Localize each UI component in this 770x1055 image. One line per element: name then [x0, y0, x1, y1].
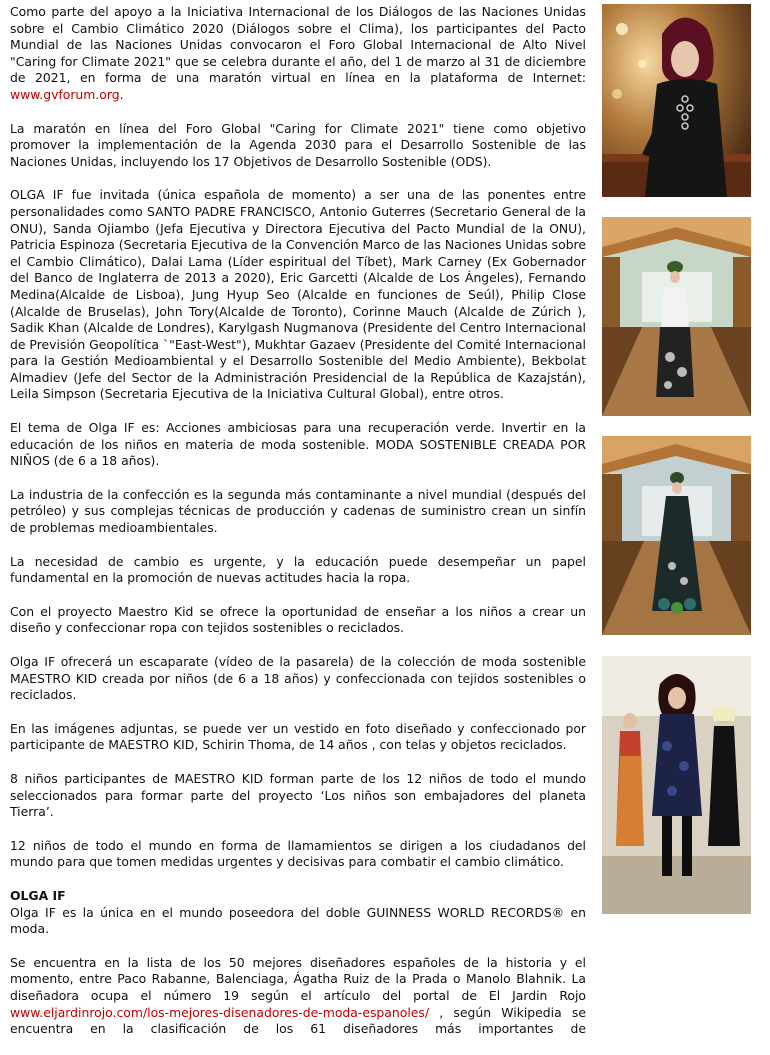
paragraph: Con el proyecto Maestro Kid se ofrece la oportunidad de enseñar a los niños a crear un diseño y confeccionar ropa con tejidos sostenibles o reciclados. [10, 603, 586, 636]
paragraph: OLGA IF fue invitada (única española de momento) a ser una de las ponentes entre personalidades como SANTO PADRE FRANCISCO, Antonio Guterres (Secretario General de la ONU), Sanda Ojiambo (Jefa Ejecutiva y Directora Ejecutiva del Pacto Mundial de la ONU), Patricia Espinoza (Secretaria Ejecutiva de la Convención Marco de las Naciones Unidas sobre el Cambio Climático), Dalai Lama (Líder espiritual del Tíbet), Mark Carney (Ex Gobernador del Banco de Inglaterra de 2013 a 2020), Eric Garcetti (Alcalde de Los Ángeles), Fernando Medina(Alcalde de Lisboa), Jung Hyup Seo (Alcalde en funciones de Seúl), Philip Close (Alcalde de Bruselas), John Tory(Alcalde de Toronto), Corinne Mauch (Alcalde de Zúrich ), Sadik Khan (Alcalde de Londres), Karylgash Nugmanova (Presidente del Centro Internacional de Previsión Geopolítica `"East-West"), Mukhtar Gazaev (Presidente del Comité Internacional para la Gestión Medioambiental y el Desarrollo Sostenible del Medio Ambiente), Bekbolat Almadiev (Jefe del Sector de la Administración Presidencial de la República de Kazajstán), Leila Simpson (Secretaria Ejecutiva de la Iniciativa Cultural Global), entre otros. [10, 187, 586, 402]
paragraph: 12 niños de todo el mundo en forma de llamamientos se dirigen a los ciudadanos del mundo para que tomen medidas urgentes y decisivas para combatir el cambio climático. [10, 837, 586, 870]
paragraph: El tema de Olga IF es: Acciones ambiciosas para una recuperación verde. Invertir en la educación de los niños en materia de moda sostenible. MODA SOSTENIBLE CREADA POR NIÑOS (de 6 a 18 años). [10, 420, 586, 469]
paragraph: La necesidad de cambio es urgente, y la educación puede desempeñar un papel fundamental en la promoción de nuevas actitudes hacia la ropa. [10, 553, 586, 586]
bridge-dress-photo [602, 436, 751, 635]
paragraph: Como parte del apoyo a la Iniciativa Internacional de los Diálogos de las Naciones Unidas sobre el Cambio Climático 2020 (Diálogos sobre el Clima), los participantes del Pacto Mundial de las Naciones Unidas convocaron el Foro Global Internacional de Alto Nivel "Caring for Climate 2021" que se celebra durante el año, del 1 de marzo al 31 de diciembre de 2021, en forma de una maratón virtual en línea en la plataforma de Internet: www.gvforum.org. [10, 4, 586, 102]
section-heading: OLGA IF [10, 887, 66, 903]
paragraph: Olga IF es la única en el mundo poseedora del doble GUINNESS WORLD RECORDS® en moda. [10, 904, 586, 937]
paragraph: Se encuentra en la lista de los 50 mejores diseñadores españoles de la historia y el momento, entre Paco Rabanne, Balenciaga, Ágatha Ruiz de la Prada o Manolo Blahnik. La diseñadora ocupa el número 19 según el artículo del portal de El Jardin Rojo www.eljardinrojo.com/los-mejores-disenadores-de-moda-espanoles/ , según Wikipedia se encuentra en la clasificación de los 61 diseñadores más importantes de [10, 954, 586, 1037]
paragraph: La maratón en línea del Foro Global "Caring for Climate 2021" tiene como objetivo promover la implementación de la Agenda 2030 para el Desarrollo Sostenible de las Naciones Unidas, incluyendo los 17 Objetivos de Desarrollo Sostenible (ODS). [10, 120, 586, 169]
designer-portrait-photo [602, 4, 751, 197]
article-body [10, 4, 586, 1055]
paragraph: 8 niños participantes de MAESTRO KID forman parte de los 12 niños de todo el mundo seleccionados para formar parte del proyecto ‘Los niños son embajadores del planeta Tierra’. [10, 770, 586, 820]
gvforum-link[interactable]: www.gvforum.org [10, 86, 120, 102]
paragraph: La industria de la confección es la segunda más contaminante a nivel mundial (después del petróleo) y sus complejas técnicas de producción y cadenas de suministro crean un sinfín de problemas medioambientales. [10, 486, 586, 536]
paragraph: En las imágenes adjuntas, se puede ver un vestido en foto diseñado y confeccionado por participante de MAESTRO KID, Schirin Thoma, de 14 años , con telas y objetos reciclados. [10, 720, 586, 753]
paragraph: Olga IF ofrecerá un escaparate (vídeo de la pasarela) de la colección de moda sostenible MAESTRO KID creada por niños (de 6 a 18 años) y confeccionada con tejidos sostenibles o reciclados. [10, 654, 586, 703]
runway-show-photo [602, 656, 751, 914]
bridge-runway-photo [602, 217, 751, 416]
eljardinrojo-link[interactable]: www.eljardinrojo.com/los-mejores-disenadores-de-moda-espanoles/ [10, 1004, 430, 1020]
